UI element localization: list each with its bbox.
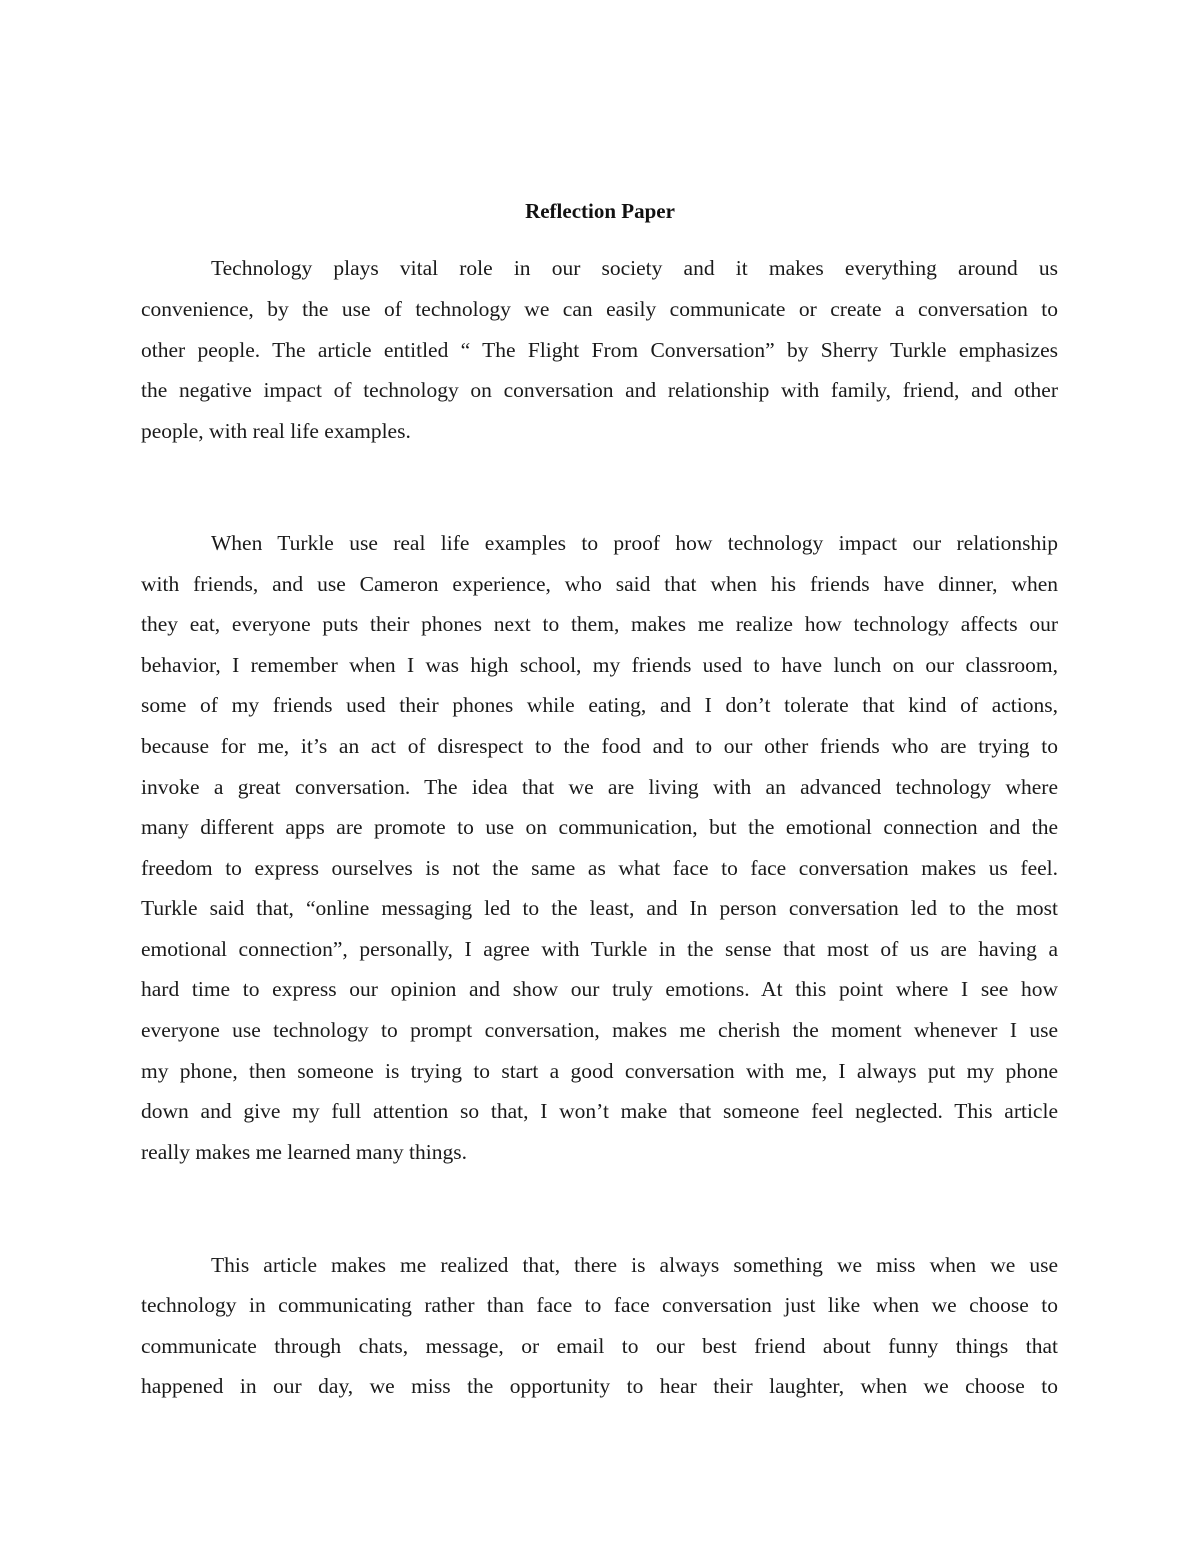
- paragraph-1-line-4: the negative impact of technology on conversation and relationship with family, friend, and other: [141, 378, 1058, 402]
- paragraph-1-line-5: people, with real life examples.: [141, 419, 411, 443]
- paragraph-2-line-4: behavior, I remember when I was high school, my friends used to have lunch on our classroom,: [141, 653, 1058, 677]
- paragraph-2-line-11: emotional connection”, personally, I agree with Turkle in the sense that most of us are having a: [141, 937, 1058, 961]
- paragraph-3-line-2: technology in communicating rather than face to face conversation just like when we choose to: [141, 1293, 1058, 1317]
- paragraph-1-line-1: Technology plays vital role in our society and it makes everything around us: [211, 256, 1058, 280]
- paragraph-1-line-2: convenience, by the use of technology we can easily communicate or create a conversation to: [141, 297, 1058, 321]
- paragraph-2-line-10: Turkle said that, “online messaging led to the least, and In person conversation led to the most: [141, 896, 1058, 920]
- paragraph-2-line-16: really makes me learned many things.: [141, 1140, 467, 1164]
- paragraph-2-line-5: some of my friends used their phones while eating, and I don’t tolerate that kind of actions,: [141, 693, 1058, 717]
- paragraph-2-line-2: with friends, and use Cameron experience, who said that when his friends have dinner, when: [141, 572, 1058, 596]
- paragraph-2-line-7: invoke a great conversation. The idea that we are living with an advanced technology where: [141, 775, 1058, 799]
- paragraph-2-line-9: freedom to express ourselves is not the same as what face to face conversation makes us feel.: [141, 856, 1058, 880]
- paragraph-2-line-13: everyone use technology to prompt conversation, makes me cherish the moment whenever I use: [141, 1018, 1058, 1042]
- paragraph-2-line-12: hard time to express our opinion and show our truly emotions. At this point where I see how: [141, 977, 1058, 1001]
- paragraph-3-line-4: happened in our day, we miss the opportunity to hear their laughter, when we choose to: [141, 1374, 1058, 1398]
- paragraph-3-line-1: This article makes me realized that, there is always something we miss when we use: [211, 1253, 1058, 1277]
- paragraph-2-line-3: they eat, everyone puts their phones next to them, makes me realize how technology affects our: [141, 612, 1058, 636]
- paragraph-2-line-6: because for me, it’s an act of disrespect to the food and to our other friends who are trying to: [141, 734, 1058, 758]
- page-title: Reflection Paper: [525, 199, 675, 223]
- paragraph-2-line-14: my phone, then someone is trying to start a good conversation with me, I always put my phone: [141, 1059, 1058, 1083]
- paragraph-2-line-8: many different apps are promote to use on communication, but the emotional connection and the: [141, 815, 1058, 839]
- paragraph-3-line-3: communicate through chats, message, or email to our best friend about funny things that: [141, 1334, 1058, 1358]
- paragraph-1-line-3: other people. The article entitled “ The Flight From Conversation” by Sherry Turkle emphasizes: [141, 338, 1058, 362]
- paragraph-2-line-15: down and give my full attention so that, I won’t make that someone feel neglected. This article: [141, 1099, 1058, 1123]
- paragraph-2-line-1: When Turkle use real life examples to proof how technology impact our relationship: [211, 531, 1058, 555]
